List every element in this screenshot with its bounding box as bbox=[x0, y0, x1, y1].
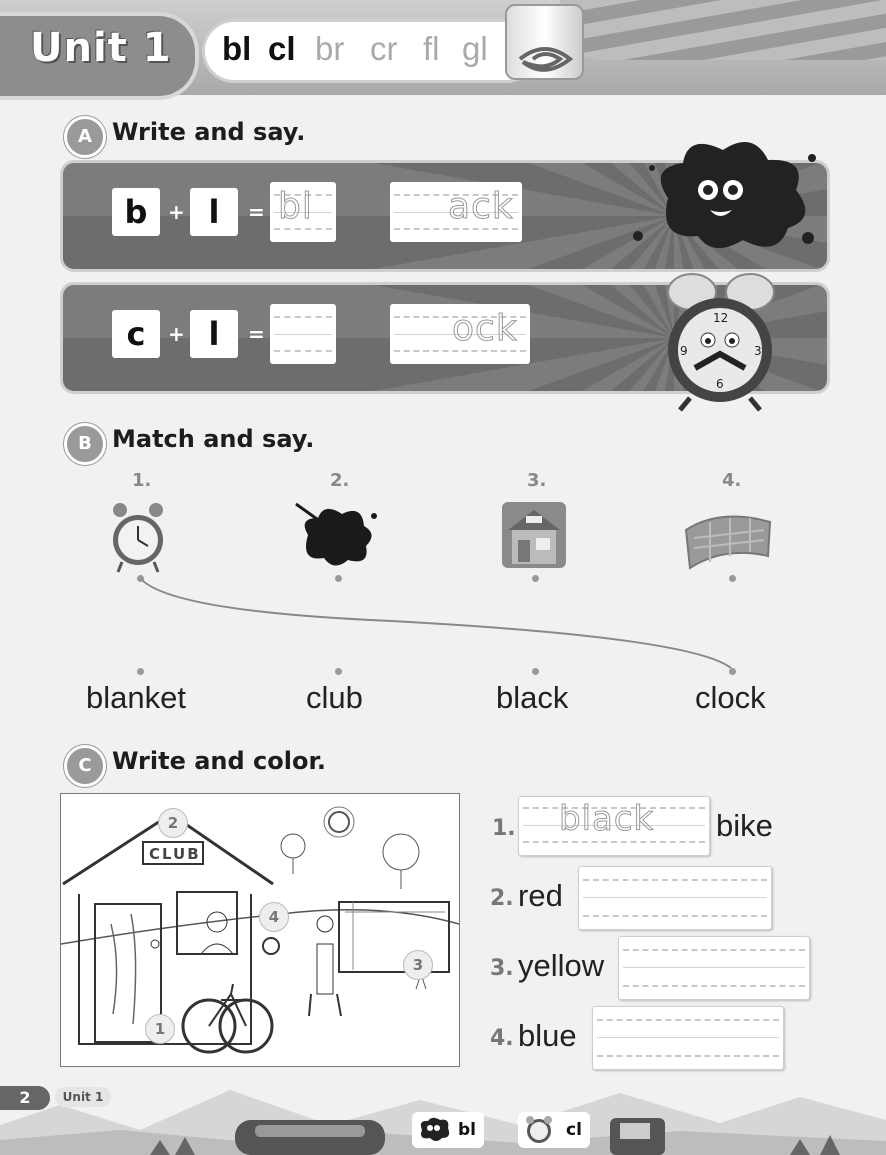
row-1-letter-2: l bbox=[190, 188, 238, 236]
row-2-letter-1: c bbox=[112, 310, 160, 358]
match-dot-bottom[interactable] bbox=[729, 668, 736, 675]
equals-sign: = bbox=[248, 322, 265, 346]
row-1-word-ending: ack bbox=[448, 186, 514, 227]
alarm-clock-icon bbox=[660, 270, 780, 412]
plus-sign: + bbox=[168, 200, 185, 224]
item-2-word: red bbox=[518, 878, 563, 913]
blend-cr: cr bbox=[370, 30, 398, 67]
item-number: 3. bbox=[490, 956, 514, 981]
item-number: 4. bbox=[722, 470, 742, 491]
scene-label-3: 3 bbox=[403, 950, 433, 980]
alarm-clock-icon bbox=[524, 1115, 554, 1145]
match-word: black bbox=[496, 680, 569, 715]
item-4-write-box[interactable] bbox=[592, 1006, 784, 1070]
plus-sign: + bbox=[168, 322, 185, 346]
scene-label-4: 4 bbox=[259, 902, 289, 932]
scene-label-1: 1 bbox=[145, 1014, 175, 1044]
match-dot-bottom[interactable] bbox=[137, 668, 144, 675]
match-dot-bottom[interactable] bbox=[532, 668, 539, 675]
row-2-word-ending: ock bbox=[452, 308, 518, 349]
section-a-badge: A bbox=[64, 116, 106, 158]
scroll-icon bbox=[505, 4, 584, 80]
svg-text:6: 6 bbox=[716, 377, 724, 391]
scene-label-2: 2 bbox=[158, 808, 188, 838]
scene-drawing bbox=[61, 794, 459, 1066]
match-word: clock bbox=[695, 680, 766, 715]
unit-title: Unit 1 bbox=[30, 25, 172, 71]
ink-blot-icon bbox=[628, 128, 828, 256]
ink-blot-icon bbox=[416, 1116, 452, 1144]
row-1-answer-trace: bl bbox=[278, 186, 313, 227]
item-1-word: bike bbox=[716, 808, 773, 843]
row-2-answer-box[interactable] bbox=[270, 304, 336, 364]
item-number: 1. bbox=[492, 816, 516, 841]
item-1-write-box[interactable] bbox=[518, 796, 710, 856]
ink-splat-icon bbox=[290, 500, 380, 572]
item-number: 1. bbox=[132, 470, 152, 491]
item-number: 4. bbox=[490, 1026, 514, 1051]
item-4-word: blue bbox=[518, 1018, 577, 1053]
blend-bl: bl bbox=[222, 30, 252, 67]
row-2-letter-2: l bbox=[190, 310, 238, 358]
row-1-word-box[interactable] bbox=[390, 182, 522, 242]
item-2-write-box[interactable] bbox=[578, 866, 772, 930]
club-house-icon bbox=[500, 500, 570, 572]
footer-chip-label: cl bbox=[566, 1120, 582, 1140]
item-number: 3. bbox=[527, 470, 547, 491]
section-b-title: Match and say. bbox=[112, 425, 315, 453]
match-dot-bottom[interactable] bbox=[335, 668, 342, 675]
row-1-letter-1: b bbox=[112, 188, 160, 236]
section-a-title: Write and say. bbox=[112, 118, 306, 146]
scene-club-sign: CLUB bbox=[149, 845, 201, 863]
header-curtain bbox=[560, 0, 886, 60]
section-c-title: Write and color. bbox=[112, 747, 326, 775]
footer-chip-label: bl bbox=[458, 1120, 476, 1140]
item-3-write-box[interactable] bbox=[618, 936, 810, 1000]
footer-unit-label: Unit 1 bbox=[55, 1087, 111, 1107]
equals-sign: = bbox=[248, 200, 265, 224]
blend-gl: gl bbox=[462, 30, 488, 67]
svg-text:3: 3 bbox=[754, 344, 762, 358]
folded-blanket-icon bbox=[680, 500, 776, 576]
footer-chip-bl bbox=[412, 1112, 484, 1148]
footer-chip-cl bbox=[518, 1112, 590, 1148]
match-word: blanket bbox=[86, 680, 186, 715]
section-c-badge: C bbox=[64, 745, 106, 787]
svg-text:12: 12 bbox=[713, 311, 729, 325]
blend-fl: fl bbox=[423, 30, 440, 67]
item-number: 2. bbox=[330, 470, 350, 491]
page-number: 2 bbox=[0, 1086, 50, 1110]
row-1-answer-box[interactable] bbox=[270, 182, 336, 242]
match-line-example bbox=[130, 570, 750, 680]
svg-text:9: 9 bbox=[680, 344, 688, 358]
alarm-clock-icon bbox=[108, 500, 168, 576]
item-number: 2. bbox=[490, 886, 514, 911]
row-2-word-box[interactable] bbox=[390, 304, 530, 364]
section-b-badge: B bbox=[64, 423, 106, 465]
coloring-scene[interactable] bbox=[60, 793, 460, 1067]
blend-cl: cl bbox=[268, 30, 296, 67]
match-word: club bbox=[306, 680, 363, 715]
blend-br: br bbox=[315, 30, 345, 67]
item-1-trace: black bbox=[559, 799, 655, 839]
item-3-word: yellow bbox=[518, 948, 605, 983]
